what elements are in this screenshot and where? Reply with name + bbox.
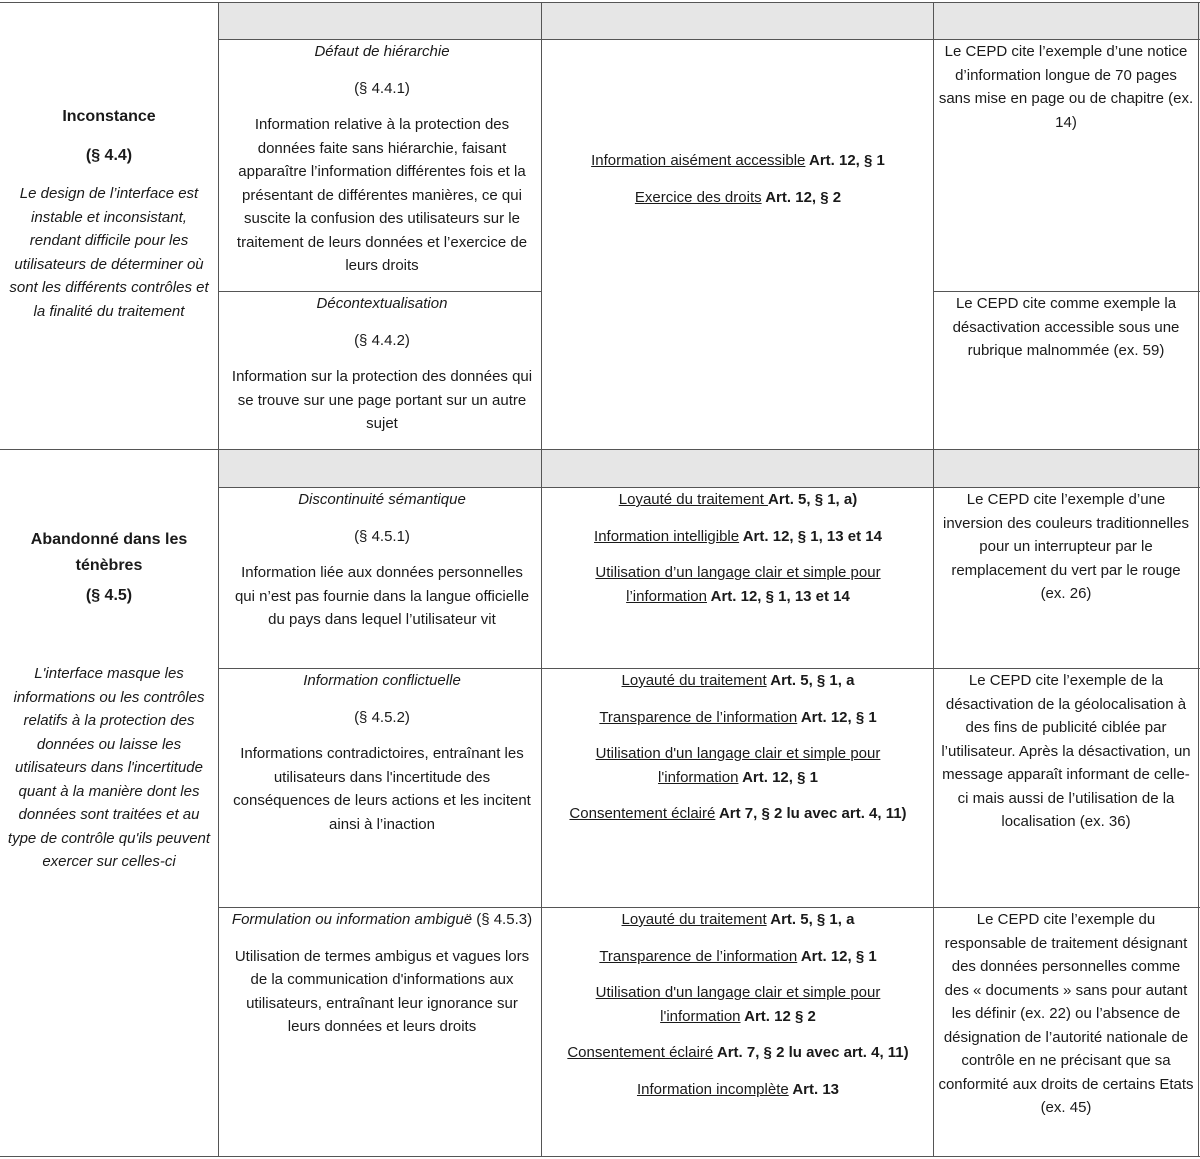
article-link[interactable]: Consentement éclairé — [567, 1044, 714, 1061]
header-band — [219, 450, 1200, 487]
example-cell — [938, 908, 1194, 1120]
table-rule — [933, 2, 934, 1157]
article-ref: Art. 7, § 2 lu avec art. 4, 11) — [713, 1044, 909, 1061]
article-ref: Art. 12, § 1 — [738, 768, 818, 786]
example-cell — [938, 669, 1194, 834]
article-ref: Art. 12, § 1, 13 et 14 — [739, 527, 882, 545]
article-line — [548, 706, 928, 730]
practice-name: Décontextualisation — [316, 295, 448, 312]
article-link[interactable]: Transparence de l’information — [599, 708, 798, 726]
article-line — [548, 669, 928, 693]
article-link[interactable]: Information intelligible — [594, 527, 740, 545]
practice-description: Information liée aux données personnelles qui n’est pas fournie dans la langue officielle du pays dans lequel l’utilisateur vit — [234, 564, 530, 628]
article-link[interactable]: Loyauté du traitement — [618, 491, 769, 508]
practice-name: Défaut de hiérarchie — [314, 43, 450, 60]
category-cell — [6, 527, 212, 874]
example-text: Le CEPD cite l’exemple du responsable de traitement désignant des données personnelles comme des « documents » sans pour autant les définir (ex. 22) ou l’absence de désignation de l’autorité nationale de contrôle en ne précisant que sa conformité aux droits de certains Etats (ex. 45) — [938, 911, 1194, 1116]
article-ref: Art. 12, § 1 — [805, 152, 885, 169]
practice-description: Utilisation de termes ambigus et vagues lors de la communication d'informations aux utilisateurs, entraînant leur ignorance sur leurs données et leurs droits — [234, 947, 530, 1035]
article-link[interactable]: Loyauté du traitement — [621, 672, 767, 689]
article-link[interactable]: Utilisation d'un langage clair et simple pour l'information — [595, 745, 881, 786]
category-description: Le design de l’interface est instable et inconsistant, rendant difficile pour les utilisateurs de déterminer où sont les différents contrôles et la finalité du traitement — [9, 185, 209, 320]
category-description: L'interface masque les informations ou les contrôles relatifs à la protection des données ou laisse les utilisateurs dans l'incertitude quant à la manière dont les données sont traitées et au type de contrôle qu'ils peuvent exercer sur celles-ci — [7, 665, 211, 870]
articles-cell — [548, 908, 928, 1101]
table-rule — [0, 2, 1200, 3]
article-link[interactable]: Exercice des droits — [634, 188, 762, 206]
article-line — [548, 945, 928, 969]
articles-cell — [548, 488, 928, 608]
article-link[interactable]: Utilisation d'un langage clair et simple pour l'information — [595, 984, 881, 1025]
article-link[interactable]: Information aisément accessible — [591, 152, 806, 169]
article-line — [548, 149, 928, 173]
article-link[interactable]: Loyauté du traitement — [621, 911, 767, 928]
table-rule — [1198, 2, 1199, 1157]
article-line — [548, 742, 928, 789]
example-cell — [938, 488, 1194, 606]
article-line — [548, 1078, 928, 1102]
example-text: Le CEPD cite l’exemple de la désactivation de la géolocalisation à des fins de publicité ciblée par l’utilisateur. Après la désactivation, un message apparaît informant de celle-ci mais aussi de l’utilisation de la localisation (ex. 36) — [941, 672, 1191, 830]
example-cell — [938, 292, 1194, 363]
article-line — [548, 1041, 928, 1065]
article-ref: Art. 5, § 1, a — [766, 911, 855, 928]
table-rule — [0, 1156, 1200, 1157]
category-title: Inconstance — [62, 108, 156, 125]
practice-section: (§ 4.5.1) — [354, 527, 410, 545]
article-line — [548, 488, 928, 512]
example-text: Le CEPD cite comme exemple la désactivation accessible sous une rubrique malnommée (ex. 59) — [952, 295, 1180, 359]
table-rule — [0, 449, 1200, 450]
practice-name: Formulation ou information ambiguë — [231, 911, 473, 928]
articles-cell — [548, 669, 928, 826]
article-ref: Art. 13 — [788, 1080, 840, 1098]
article-ref: Art. 12, § 1 — [797, 708, 877, 726]
example-text: Le CEPD cite l’exemple d’une notice d’information longue de 70 pages sans mise en page ou de chapitre (ex. 14) — [938, 43, 1194, 131]
practice-cell — [230, 292, 534, 436]
practice-description: Informations contradictoires, entraînant les utilisateurs dans l'incertitude des conséquences de leurs actions et les incitent ainsi à l’inaction — [233, 745, 531, 833]
article-line — [548, 981, 928, 1028]
practice-heading — [230, 908, 534, 932]
example-cell — [938, 40, 1194, 134]
article-ref: Art. 12, § 1 — [797, 947, 877, 965]
category-section: (§ 4.5) — [85, 587, 133, 604]
article-line — [548, 802, 928, 826]
practice-section: (§ 4.5.3) — [472, 911, 533, 928]
category-cell — [6, 104, 212, 323]
practice-cell — [230, 669, 534, 836]
practice-cell — [230, 908, 534, 1039]
practice-section: (§ 4.4.2) — [354, 331, 410, 349]
practice-section: (§ 4.5.2) — [354, 708, 410, 726]
practice-name: Discontinuité sémantique — [298, 491, 466, 508]
article-ref: Art. 5, § 1, a) — [768, 491, 858, 508]
practice-name: Information conflictuelle — [303, 672, 461, 689]
article-line — [548, 561, 928, 608]
category-section: (§ 4.4) — [85, 147, 133, 164]
article-link[interactable]: Information incomplète — [636, 1080, 789, 1098]
article-line — [548, 908, 928, 932]
article-ref: Art. 12, § 2 — [761, 188, 842, 206]
practice-cell — [230, 40, 534, 278]
category-title: Abandonné dans les ténèbres — [30, 531, 188, 574]
article-ref: Art. 12, § 1, 13 et 14 — [707, 587, 850, 605]
practice-section: (§ 4.4.1) — [354, 79, 410, 97]
article-link[interactable]: Transparence de l’information — [599, 947, 798, 965]
article-link[interactable]: Consentement éclairé — [569, 805, 716, 822]
article-link[interactable]: Utilisation d’un langage clair et simple pour l’information — [595, 564, 881, 605]
practice-description: Information relative à la protection des données faite sans hiérarchie, faisant apparaître l’information différentes fois et la présentant de différentes manières, ce qui suscite la confusion des utilisateurs sur le traitement de leurs données et l’exercice de leurs droits — [236, 116, 528, 274]
article-ref: Art. 5, § 1, a — [766, 672, 855, 689]
example-text: Le CEPD cite l’exemple d’une inversion des couleurs traditionnelles pour un interrupteur par le remplacement du vert par le rouge (ex. 26) — [943, 491, 1189, 602]
article-ref: Art. 12 § 2 — [740, 1007, 816, 1025]
header-band — [219, 3, 1200, 39]
table-rule — [541, 2, 542, 1157]
article-ref: Art 7, § 2 lu avec art. 4, 11) — [715, 805, 907, 822]
practice-description: Information sur la protection des données qui se trouve sur une page portant sur un autre sujet — [231, 368, 533, 432]
article-line — [548, 186, 928, 210]
article-line — [548, 525, 928, 549]
table-rule — [218, 2, 219, 1157]
practice-cell — [230, 488, 534, 632]
articles-cell — [548, 149, 928, 209]
